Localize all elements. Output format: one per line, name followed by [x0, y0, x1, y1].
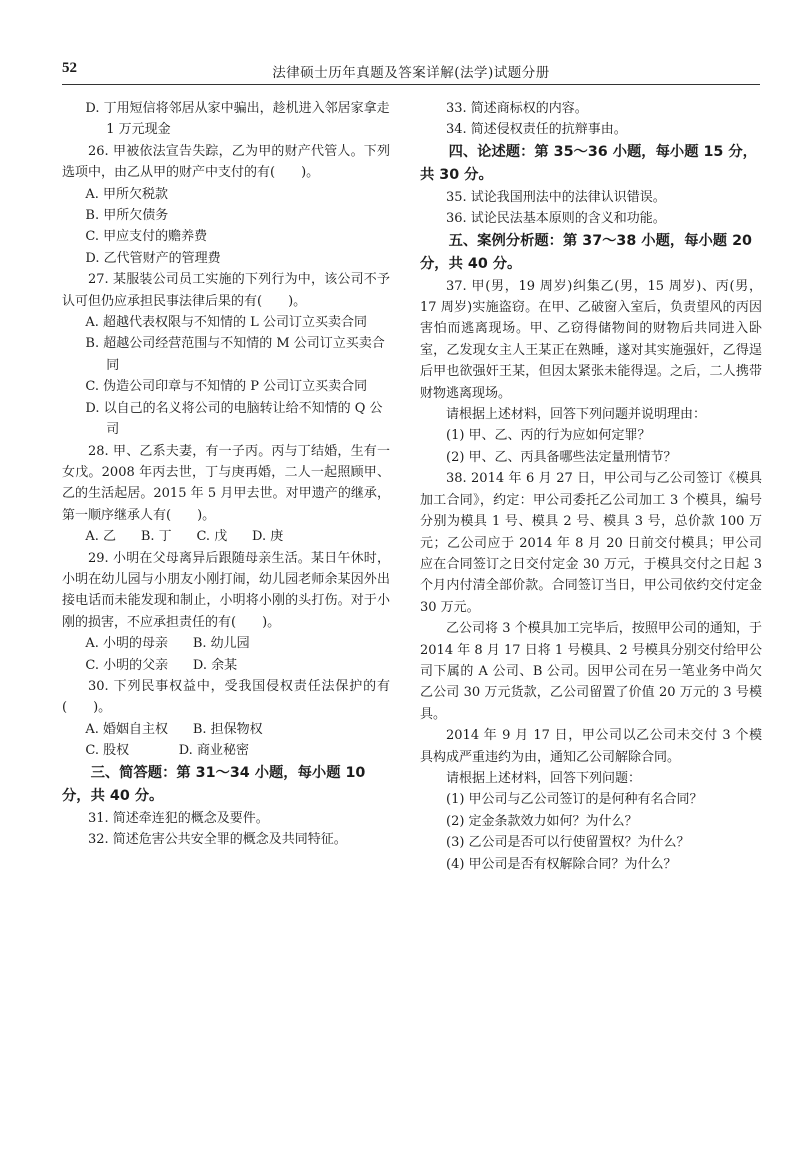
question-paragraph: 33. 简述商标权的内容。: [446, 101, 588, 116]
answer-option: D. 以自己的名义将公司的电脑转让给不知情的 Q 公司: [85, 400, 383, 438]
question-paragraph: 37. 甲(男，19 周岁)纠集乙(男，15 周岁)、丙(男，17 周岁)实施盗窃。在甲、乙破窗入室后，负责望风的丙因害怕而逃离现场。甲、乙窃得储物间的财物后共同进入卧室，乙发现女主人王某正在熟睡，遂对其实施强奸，乙得逞后甲也欲强奸王某，但因太紧张未能得逞。之后，二人携带财物逃离现场。: [420, 278, 762, 401]
question-paragraph: 29. 小明在父母离异后跟随母亲生活。某日午休时，小明在幼儿园与小朋友小刚打闹，幼儿园老师余某因外出接电话而未能发现和制止，小明将小刚的头打伤。对于小刚的损害，不应承担责任的有( )。: [62, 550, 390, 630]
page-header: [62, 52, 760, 85]
answer-option-row: C. 股权 D. 商业秘密: [85, 743, 249, 759]
answer-option-row: C. 小明的父亲 D. 余某: [85, 657, 238, 673]
left-column: [62, 98, 390, 850]
sub-question: (2) 甲、乙、丙具备哪些法定量刑情节？: [446, 449, 677, 465]
right-column: [420, 98, 762, 875]
answer-option: A. 甲所欠税款: [85, 186, 169, 202]
answer-option: C. 甲应支付的赡养费: [85, 229, 208, 245]
question-paragraph: 32. 简述危害公共安全罪的概念及共同特征。: [88, 832, 347, 847]
answer-option-row: A. 小明的母亲 B. 幼儿园: [85, 636, 250, 652]
answer-option: A. 超越代表权限与不知情的 L 公司订立买卖合同: [85, 315, 367, 331]
answer-option: C. 伪造公司印章与不知情的 P 公司订立买卖合同: [85, 379, 368, 395]
section-heading: 三、简答题：第 31～34 小题，每小题 10 分，共 40 分。: [62, 764, 366, 804]
answer-option-row: A. 乙 B. 丁 C. 戊 D. 庚: [85, 529, 284, 545]
answer-option: D. 丁用短信将邻居从家中骗出，趁机进入邻居家拿走 1 万元现金: [85, 101, 390, 138]
answer-option: B. 超越公司经营范围与不知情的 M 公司订立买卖合同: [85, 336, 385, 373]
question-paragraph: 28. 甲、乙系夫妻，有一子丙。丙与丁结婚，生有一女戊。2008 年丙去世，丁与庚再婚，二人一起照顾甲、乙的生活起居。2015 年 5 月甲去世。对甲遗产的继承，第一顺序继承人有( )。: [62, 443, 390, 523]
question-paragraph: 2014 年 9 月 17 日，甲公司以乙公司未交付 3 个模具构成严重违约为由，通知乙公司解除合同。: [420, 728, 762, 765]
question-paragraph: 请根据上述材料，回答下列问题并说明理由：: [446, 407, 707, 423]
answer-option: B. 甲所欠债务: [85, 208, 169, 224]
question-paragraph: 36. 试论民法基本原则的含义和功能。: [446, 211, 666, 227]
page-number: 52: [62, 60, 77, 76]
question-paragraph: 34. 简述侵权责任的抗辩事由。: [446, 122, 627, 138]
sub-question: (1) 甲公司与乙公司签订的是何种有名合同？: [446, 792, 703, 808]
sub-question: (1) 甲、乙、丙的行为应如何定罪？: [446, 428, 651, 444]
question-paragraph: 38. 2014 年 6 月 27 日，甲公司与乙公司签订《模具加工合同》，约定：甲公司委托乙公司加工 3 个模具，编号分别为模具 1 号、模具 2 号、模具 3 号，总价款 100 万元；乙公司应于 2014 年 8 月 20 日前交付模具；甲公司应在合同签订之日交付定金 30 万元，于模具交付之日起 3 个月内付清全部价款。合同签订当日，甲公司依约交付定金 30 万元。: [420, 471, 762, 615]
answer-option-row: A. 婚姻自主权 B. 担保物权: [85, 721, 263, 737]
running-title: 法律硕士历年真题及答案详解(法学)试题分册: [272, 65, 550, 81]
question-paragraph: 27. 某服装公司员工实施的下列行为中，该公司不予认可但仍应承担民事法律后果的有( )。: [62, 272, 390, 309]
question-paragraph: 请根据上述材料，回答下列问题：: [446, 770, 642, 786]
question-paragraph: 30. 下列民事权益中，受我国侵权责任法保护的有( )。: [62, 678, 390, 716]
question-paragraph: 35. 试论我国刑法中的法律认识错误。: [446, 189, 666, 205]
answer-option: D. 乙代管财产的管理费: [85, 250, 221, 266]
sub-question: (4) 甲公司是否有权解除合同？为什么？: [446, 856, 677, 872]
question-paragraph: 乙公司将 3 个模具加工完毕后，按照甲公司的通知，于 2014 年 8 月 17 日将 1 号模具、2 号模具分别交付给甲公司下属的 A 公司、B 公司。因甲公司在另一笔业务中尚欠乙公司 30 万元货款，乙公司留置了价值 20 万元的 3 号模具。: [420, 621, 762, 722]
question-paragraph: 26. 甲被依法宣告失踪，乙为甲的财产代管人。下列选项中，由乙从甲的财产中支付的有( )。: [62, 143, 390, 181]
sub-question: (2) 定金条款效力如何？为什么？: [446, 813, 638, 829]
section-heading: 四、论述题：第 35～36 小题，每小题 15 分，共 30 分。: [420, 143, 757, 183]
sub-question: (3) 乙公司是否可以行使留置权？为什么？: [446, 835, 690, 851]
section-heading: 五、案例分析题：第 37～38 小题，每小题 20 分，共 40 分。: [420, 232, 752, 272]
question-paragraph: 31. 简述牵连犯的概念及要件。: [88, 810, 269, 826]
